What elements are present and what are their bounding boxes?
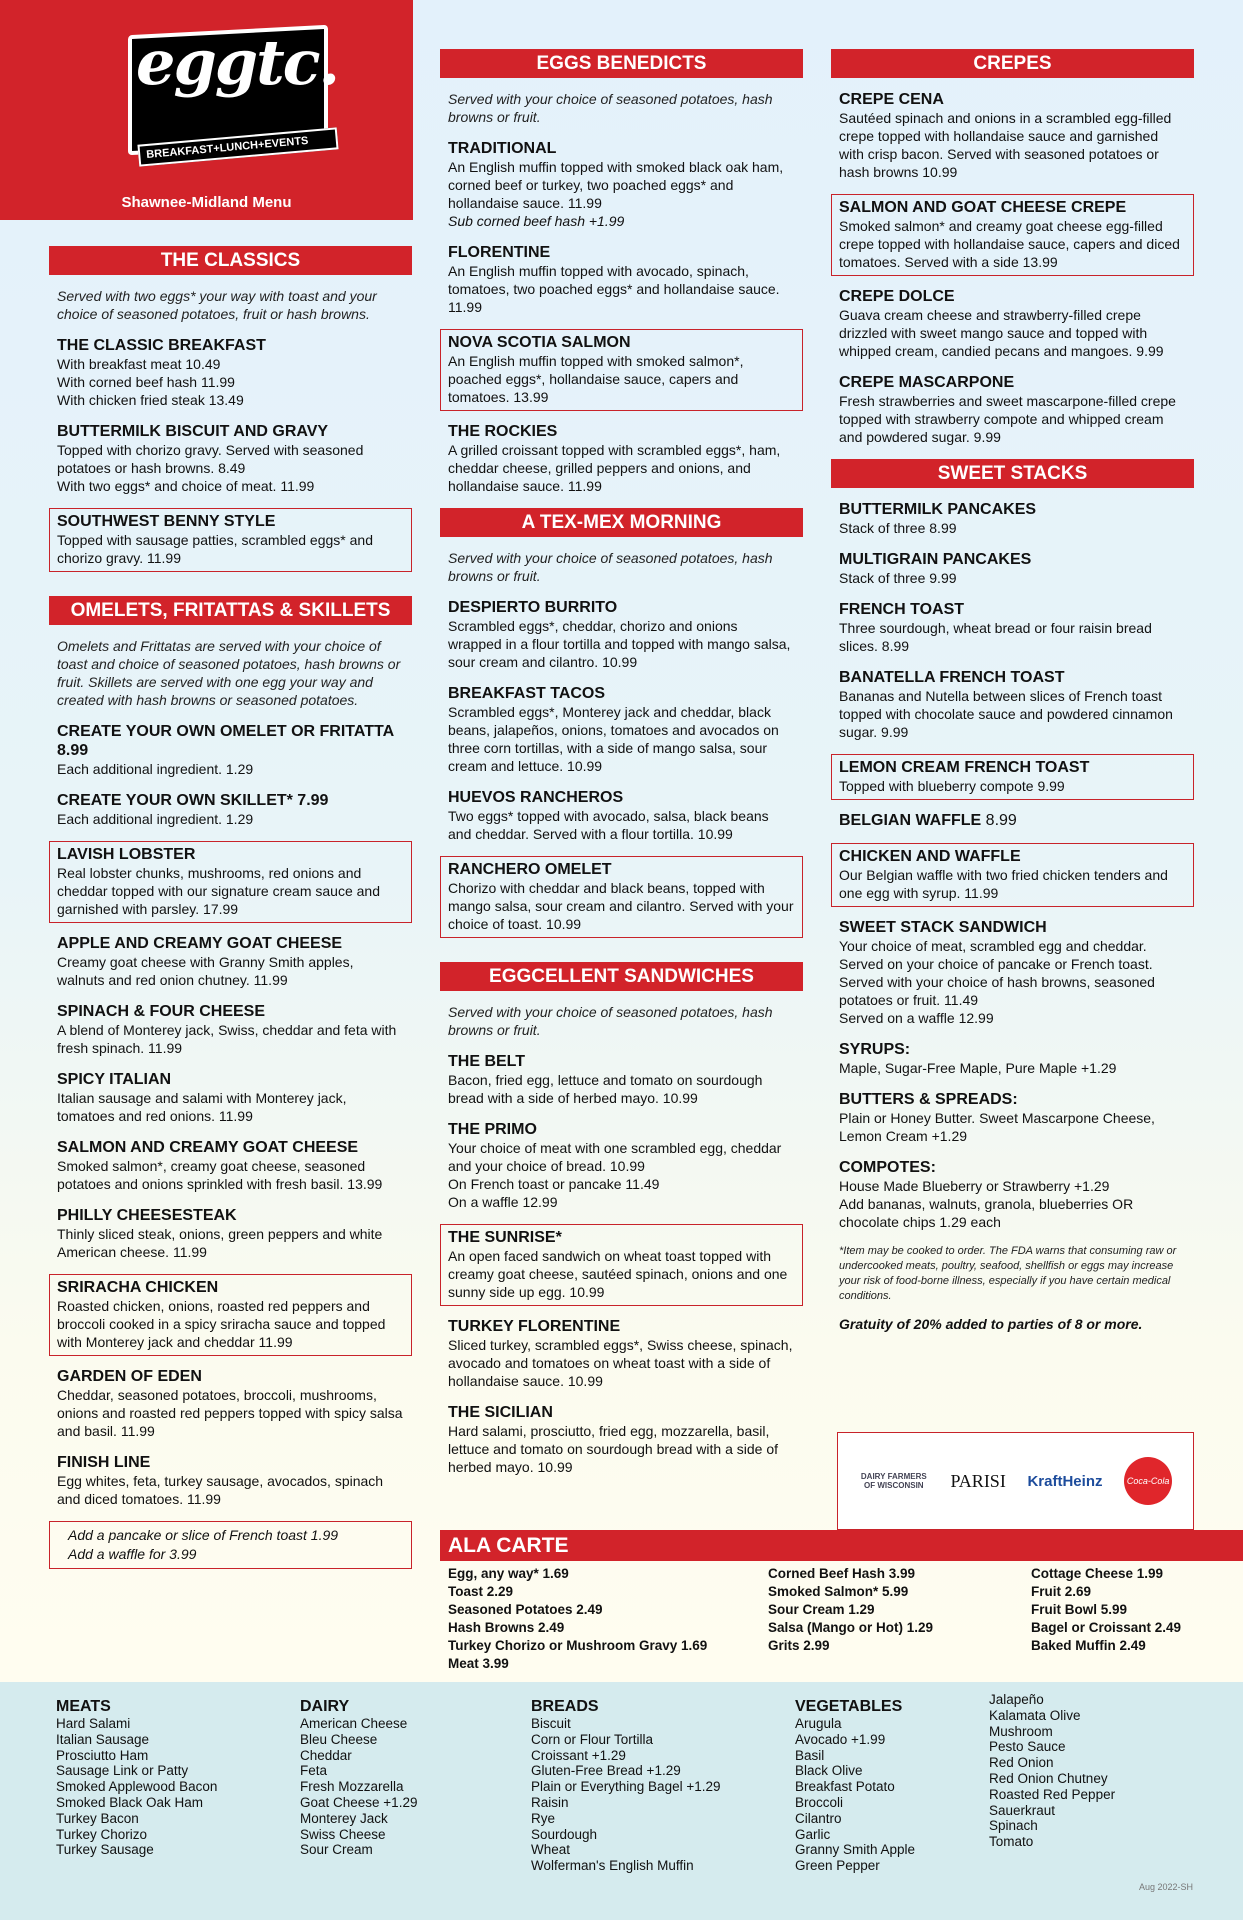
item-description: With chicken fried steak 13.49 [57,392,244,408]
ingredient-item: Turkey Sausage [56,1842,154,1858]
item-description: Sliced turkey, scrambled eggs*, Swiss cheese, spinach, avocado and tomatoes on wheat toast with a side of hollandaise sauce. 10.99 [448,1337,793,1389]
add-on-line: Add a pancake or slice of French toast 1.99 [68,1527,339,1543]
ala-carte-item: Fruit 2.69 [1031,1584,1092,1599]
menu-item [49,1367,412,1440]
item-description: Fresh strawberries and sweet mascarpone-filled crepe topped with strawberry compote and whipped cream and powdered sugar. 9.99 [839,393,1176,445]
item-name [57,722,404,760]
item-description: Served on a waffle 12.99 [839,1010,994,1026]
item-description: With two eggs* and choice of meat. 11.99 [57,478,315,494]
item-name [839,550,1186,569]
item-name-text: SWEET STACK SANDWICH [839,919,1047,936]
item-description: On a waffle 12.99 [448,1194,558,1210]
item-description: Italian sausage and salami with Monterey jack, tomatoes and red onions. 11.99 [57,1090,347,1124]
item-name-text: THE PRIMO [448,1121,537,1138]
item-name [448,860,795,879]
sponsor-logos [837,1432,1194,1530]
item-name [57,1138,404,1157]
ingredient-item: American Cheese [300,1716,408,1731]
item-description: Real lobster chunks, mushrooms, red onions and cheddar topped with our signature cream sauce and garnished with parsley. 17.99 [57,865,380,917]
ingredient-item: Wheat [531,1842,571,1858]
item-name-text: DESPIERTO BURRITO [448,599,618,616]
item-name-text: BANATELLA FRENCH TOAST [839,669,1065,686]
item-name-text: NOVA SCOTIA SALMON [448,334,631,351]
item-name-text: CREPE MASCARPONE [839,374,1015,391]
item-name [57,1002,404,1021]
ingredient-item: Monterey Jack [300,1810,388,1826]
item-description: Each additional ingredient. 1.29 [57,811,254,827]
ingredient-group [795,1698,915,1874]
item-description: Our Belgian waffle with two fried chicken tenders and one egg with syrup. 11.99 [839,867,1168,901]
ala-carte-item: Fruit Bowl 5.99 [1031,1602,1128,1617]
item-name-text: SALMON AND GOAT CHEESE CREPE [839,199,1127,216]
featured-menu-item [440,1224,803,1306]
ingredient-item: Avocado +1.99 [795,1731,886,1747]
ingredient-item: Arugula [795,1716,842,1731]
item-description: An open faced sandwich on wheat toast topped with creamy goat cheese, sautéed spinach, onions and one sunny side up egg. 10.99 [448,1248,788,1300]
item-name [839,847,1186,866]
ingredient-item: Roasted Red Pepper [989,1786,1116,1802]
menu-item [831,373,1194,446]
item-name [448,139,795,158]
ala-carte-header: ALA CARTE [440,1530,1243,1561]
ingredient-group [989,1692,1115,1850]
item-name [57,1070,404,1089]
fda-disclaimer: *Item may be cooked to order. The FDA warns that consuming raw or undercooked meats, poultry, seafood, shellfish or eggs may increase your risk of food-borne illness, especially if you have certain medical conditions. [839,1245,1177,1302]
item-name-text: SYRUPS: [839,1041,911,1058]
ingredient-group-title: VEGETABLES [795,1698,903,1715]
dairy-farmers-logo: DAIRY FARMERS OF WISCONSIN [860,1472,927,1490]
ala-carte-column [448,1565,768,1673]
item-name-text: PHILLY CHEESESTEAK [57,1207,237,1224]
item-name [448,598,795,617]
section-header: OMELETS, FRITATTAS & SKILLETS [49,596,412,625]
ingredient-item: Jalapeño [989,1692,1044,1707]
ala-carte-item: Toast 2.29 [448,1584,514,1599]
item-name [839,373,1186,392]
menu-item [440,684,803,775]
ingredient-group-title: DAIRY [300,1698,350,1715]
ingredient-item: Cilantro [795,1810,842,1826]
item-name [57,512,404,531]
item-name [448,1317,795,1336]
menu-item [831,668,1194,741]
ingredient-item: Sauerkraut [989,1802,1056,1818]
item-name-text: LEMON CREAM FRENCH TOAST [839,759,1090,776]
ingredient-item: Pesto Sauce [989,1739,1066,1755]
brand-header [0,0,413,220]
ingredient-item: Wolferman's English Muffin [531,1858,694,1874]
item-name [448,1120,795,1139]
item-name-text: MULTIGRAIN PANCAKES [839,551,1032,568]
ingredient-item: Breakfast Potato [795,1779,895,1795]
menu-item [440,1120,803,1211]
item-description: Topped with blueberry compote 9.99 [839,778,1065,794]
featured-menu-item [831,843,1194,907]
item-description: Your choice of meat, scrambled egg and cheddar. Served on your choice of pancake or French toast. Served with your choice of hash browns, seasoned potatoes or fruit. 11.49 [839,938,1155,1008]
section-header: CREPES [831,49,1194,78]
ingredient-item: Kalamata Olive [989,1707,1081,1723]
add-on-line: Add a waffle for 3.99 [68,1546,197,1562]
item-description: Stack of three 8.99 [839,520,957,536]
item-description: Thinly sliced steak, onions, green peppers and white American cheese. 11.99 [57,1226,383,1260]
menu-item [831,550,1194,587]
section-note: Served with your choice of seasoned potatoes, hash browns or fruit. [448,1004,773,1038]
ala-carte-item: Salsa (Mango or Hot) 1.29 [768,1620,934,1635]
ingredient-item: Fresh Mozzarella [300,1779,404,1795]
ingredient-item: Bleu Cheese [300,1731,378,1747]
item-description: Roasted chicken, onions, roasted red peppers and broccoli cooked in a spicy sriracha sauce and topped with Monterey jack and cheddar 11.99 [57,1298,386,1350]
ingredient-item: Garlic [795,1826,831,1842]
menu-item [831,600,1194,655]
ingredient-item: Sourdough [531,1826,598,1842]
featured-menu-item [440,329,803,411]
ingredient-item: Corn or Flour Tortilla [531,1731,654,1747]
menu-item [831,287,1194,360]
item-name [57,422,404,441]
ingredient-item: Raisin [531,1794,569,1810]
item-name [839,198,1186,217]
item-description: Smoked salmon* and creamy goat cheese egg-filled crepe topped with hollandaise sauce, capers and diced tomatoes. Served with a side 13.99 [839,218,1180,270]
ingredient-item: Italian Sausage [56,1731,150,1747]
item-name-text: COMPOTES: [839,1159,936,1176]
ingredient-item: Black Olive [795,1763,863,1779]
item-price: 8.99 [981,812,1017,829]
logo-wordmark: eggtc. [136,26,339,99]
item-description: Plain or Honey Butter. Sweet Mascarpone Cheese, Lemon Cream +1.29 [839,1110,1155,1144]
menu-item [49,934,412,989]
ingredient-group-title: BREADS [531,1698,599,1715]
menu-item [831,1040,1194,1077]
item-description: Egg whites, feta, turkey sausage, avocados, spinach and diced tomatoes. 11.99 [57,1473,384,1507]
menu-item [49,336,412,409]
ingredient-item: Spinach [989,1818,1038,1834]
item-name [57,1278,404,1297]
ingredient-group [56,1698,217,1858]
item-name [57,934,404,953]
item-description: Scrambled eggs*, cheddar, chorizo and onions wrapped in a flour tortilla and topped with mango salsa, sour cream and cilantro. 10.99 [448,618,791,670]
ingredient-group-title: MEATS [56,1698,111,1715]
menu-item [831,1158,1194,1231]
section-header: SWEET STACKS [831,459,1194,488]
item-description: A blend of Monterey jack, Swiss, cheddar and feta with fresh spinach. 11.99 [57,1022,397,1056]
ingredient-item: Smoked Black Oak Ham [56,1794,204,1810]
item-name [839,918,1186,937]
item-description: With corned beef hash 11.99 [57,374,235,390]
item-name-text: CREPE CENA [839,91,944,108]
ala-carte-section [440,1530,1243,1677]
item-name-text: FINISH LINE [57,1454,151,1471]
ala-carte-item: Cottage Cheese 1.99 [1031,1566,1164,1581]
item-description: Bananas and Nutella between slices of French toast topped with chocolate sauce and powdered cinnamon sugar. 9.99 [839,688,1173,740]
section-header: THE CLASSICS [49,246,412,275]
ala-carte-item: Sour Cream 1.29 [768,1602,875,1617]
item-option: Sub corned beef hash +1.99 [448,213,625,229]
add-on-box [49,1521,412,1569]
item-name [57,1367,404,1386]
ingredient-item: Cheddar [300,1747,352,1763]
item-name-text: CHICKEN AND WAFFLE [839,848,1021,865]
ingredient-group [300,1698,417,1858]
item-name-text: BUTTERMILK BISCUIT AND GRAVY [57,423,329,440]
ala-carte-item: Meat 3.99 [448,1656,509,1671]
ingredient-item: Tomato [989,1834,1034,1850]
section-note: Served with two eggs* your way with toast and your choice of seasoned potatoes, fruit or hash browns. [57,288,377,322]
menu-item [831,90,1194,181]
ingredient-item: Granny Smith Apple [795,1842,916,1858]
item-name [839,90,1186,109]
item-description: Chorizo with cheddar and black beans, topped with mango salsa, sour cream and cilantro. Served with your choice of toast. 10.99 [448,880,794,932]
menu-item [831,500,1194,537]
item-description: An English muffin topped with avocado, spinach, tomatoes, two poached eggs* and hollandaise sauce. 11.99 [448,263,780,315]
section-note: Omelets and Frittatas are served with your choice of toast and choice of seasoned potatoes, hash browns or fruit. Skillets are served with one egg your way and created with hash browns or seasoned potatoes. [57,638,401,708]
item-description: Bacon, fried egg, lettuce and tomato on sourdough bread with a side of herbed mayo. 10.99 [448,1072,763,1106]
menu-item [49,1453,412,1508]
logo-tagline: BREAKFAST+LUNCH+EVENTS [137,127,338,166]
ingredients-section [0,1682,1243,1920]
item-name-text: THE SICILIAN [448,1404,553,1421]
item-name [839,1158,1186,1177]
item-name-text: FRENCH TOAST [839,601,965,618]
ala-carte-item: Baked Muffin 2.49 [1031,1638,1146,1653]
item-name [839,1090,1186,1109]
item-name-text: BELGIAN WAFFLE [839,812,982,829]
item-name [448,1052,795,1071]
item-name [448,243,795,262]
coca-cola-logo: Coca-Cola [1124,1457,1172,1505]
ingredient-item: Biscuit [531,1716,571,1731]
item-name [448,422,795,441]
menu-item [440,422,803,495]
item-description: Sautéed spinach and onions in a scrambled egg-filled crepe topped with hollandaise sauce and garnished with crisp bacon. Served with seasoned potatoes or hash browns 10.99 [839,110,1172,180]
item-name [839,811,1186,830]
menu-item [49,722,412,778]
menu-version: Aug 2022-SH [1138,1882,1193,1892]
menu-location-title: Shawnee-Midland Menu [121,194,292,211]
item-name [839,287,1186,306]
ingredient-item: Feta [300,1763,328,1779]
menu-item [49,1002,412,1057]
item-name-text: BUTTERS & SPREADS: [839,1091,1018,1108]
ala-carte-item: Hash Browns 2.49 [448,1620,565,1635]
item-description: Each additional ingredient. 1.29 [57,761,254,777]
item-name [448,1403,795,1422]
item-name-text: SOUTHWEST BENNY STYLE [57,513,276,530]
ingredient-item: Hard Salami [56,1716,131,1731]
ala-carte-item: Bagel or Croissant 2.49 [1031,1620,1182,1635]
item-description: An English muffin topped with smoked black oak ham, corned beef or turkey, two poached eggs* and hollandaise sauce. 11.99 [448,159,784,211]
item-name [839,600,1186,619]
item-name [839,758,1186,777]
item-description: A grilled croissant topped with scrambled eggs*, ham, cheddar cheese, grilled peppers and onions, and hollandaise sauce. 11.99 [448,442,781,494]
menu-item [49,791,412,828]
item-name [839,1040,1186,1059]
item-description: Guava cream cheese and strawberry-filled crepe drizzled with sweet mango sauce and topped with whipped cream, candied pecans and mangoes. 9.99 [839,307,1164,359]
item-name-text: SPINACH & FOUR CHEESE [57,1003,266,1020]
item-name-text: TURKEY FLORENTINE [448,1318,621,1335]
item-description: On French toast or pancake 11.49 [448,1176,660,1192]
item-name-text: CREATE YOUR OWN OMELET OR FRITATTA 8.99 [57,723,394,759]
ala-carte-item: Grits 2.99 [768,1638,830,1653]
item-description: Your choice of meat with one scrambled egg, cheddar and your choice of bread. 10.99 [448,1140,782,1174]
eggtc-logo [128,26,339,170]
item-name-text: THE ROCKIES [448,423,558,440]
item-description: Creamy goat cheese with Granny Smith apples, walnuts and red onion chutney. 11.99 [57,954,354,988]
ingredient-item: Gluten-Free Bread +1.29 [531,1763,681,1779]
ingredient-item: Basil [795,1747,825,1763]
ala-carte-item: Smoked Salmon* 5.99 [768,1584,909,1599]
item-description: Topped with chorizo gravy. Served with seasoned potatoes or hash browns. 8.49 [57,442,364,476]
menu-item [440,1052,803,1107]
ala-carte-column [768,1565,1031,1673]
item-description: Smoked salmon*, creamy goat cheese, seasoned potatoes and onions sprinkled with fresh basil. 13.99 [57,1158,383,1192]
item-description: Maple, Sugar-Free Maple, Pure Maple +1.29 [839,1060,1117,1076]
menu-column-middle [440,49,803,1489]
item-description: Three sourdough, wheat bread or four raisin bread slices. 8.99 [839,620,1152,654]
ala-carte-item: Egg, any way* 1.69 [448,1566,569,1581]
ingredient-item: Green Pepper [795,1858,880,1874]
menu-item [440,243,803,316]
menu-item [49,1138,412,1193]
section-header: A TEX-MEX MORNING [440,508,803,537]
ingredient-item: Prosciutto Ham [56,1747,149,1763]
ingredient-item: Rye [531,1810,556,1826]
item-name [57,1206,404,1225]
ingredient-item: Goat Cheese +1.29 [300,1794,418,1810]
item-name-text: APPLE AND CREAMY GOAT CHEESE [57,935,343,952]
item-name [448,788,795,807]
item-name-text: LAVISH LOBSTER [57,846,196,863]
section-header: EGGS BENEDICTS [440,49,803,78]
featured-menu-item [49,1274,412,1356]
item-name [57,336,404,355]
gratuity-note: Gratuity of 20% added to parties of 8 or more. [839,1316,1143,1332]
item-name-text: SALMON AND CREAMY GOAT CHEESE [57,1139,359,1156]
item-name-text: SPICY ITALIAN [57,1071,172,1088]
kraftheinz-logo: KraftHeinz [1027,1472,1103,1490]
section-note: Served with your choice of seasoned potatoes, hash browns or fruit. [448,550,773,584]
ala-carte-item: Seasoned Potatoes 2.49 [448,1602,603,1617]
item-description: Cheddar, seasoned potatoes, broccoli, mushrooms, onions and roasted red peppers topped with spicy salsa and basil. 11.99 [57,1387,403,1439]
menu-item [831,1090,1194,1145]
menu-item [831,918,1194,1027]
item-name-text: HUEVOS RANCHEROS [448,789,624,806]
item-name-text: THE CLASSIC BREAKFAST [57,337,266,354]
section-header: EGGCELLENT SANDWICHES [440,962,803,991]
menu-item [49,1070,412,1125]
item-name [839,500,1186,519]
ingredient-group [531,1698,721,1874]
item-description: With breakfast meat 10.49 [57,356,221,372]
item-name-text: RANCHERO OMELET [448,861,612,878]
ala-carte-item: Turkey Chorizo or Mushroom Gravy 1.69 [448,1638,708,1653]
ingredient-item: Croissant +1.29 [531,1747,626,1763]
item-name-text: THE SUNRISE* [448,1229,562,1246]
ingredient-item: Sour Cream [300,1842,373,1858]
item-name-text: FLORENTINE [448,244,551,261]
item-name [57,845,404,864]
menu-item [49,422,412,495]
ingredient-item: Turkey Bacon [56,1810,139,1826]
menu-item [440,788,803,843]
item-name-text: TRADITIONAL [448,140,557,157]
item-name [57,791,404,810]
item-name-text: THE BELT [448,1053,526,1070]
item-description: Scrambled eggs*, Monterey jack and cheddar, black beans, jalapeños, onions, tomatoes and avocados on three corn tortillas, with a side of mango salsa, sour cream and lettuce. 10.99 [448,704,779,774]
ingredient-item: Red Onion Chutney [989,1770,1108,1786]
item-name-text: GARDEN OF EDEN [57,1368,202,1385]
ingredient-item: Turkey Chorizo [56,1826,148,1842]
section-note: Served with your choice of seasoned potatoes, hash browns or fruit. [448,91,773,125]
menu-item [440,598,803,671]
featured-menu-item [49,841,412,923]
item-name-text: CREATE YOUR OWN SKILLET* 7.99 [57,792,329,809]
item-name [448,1228,795,1247]
item-description: Two eggs* topped with avocado, salsa, black beans and cheddar. Served with a flour tortilla. 10.99 [448,808,769,842]
featured-menu-item [440,856,803,938]
item-description: Add bananas, walnuts, granola, blueberries OR chocolate chips 1.29 each [839,1196,1134,1230]
menu-column-left [49,246,412,1569]
featured-menu-item [831,194,1194,276]
item-name [57,1453,404,1472]
ingredient-item: Mushroom [989,1723,1053,1739]
menu-item [831,811,1194,830]
ingredient-item: Swiss Cheese [300,1826,386,1842]
item-name-text: BREAKFAST TACOS [448,685,606,702]
featured-menu-item [831,754,1194,800]
ingredient-item: Smoked Applewood Bacon [56,1779,218,1795]
ingredient-item: Red Onion [989,1755,1054,1771]
item-description: House Made Blueberry or Strawberry +1.29 [839,1178,1110,1194]
item-description: An English muffin topped with smoked salmon*, poached eggs*, hollandaise sauce, capers and tomatoes. 13.99 [448,353,744,405]
ala-carte-column [1031,1565,1231,1673]
ala-carte-item: Corned Beef Hash 3.99 [768,1566,916,1581]
item-name-text: SRIRACHA CHICKEN [57,1279,219,1296]
menu-item [440,1403,803,1476]
menu-column-right [831,49,1194,1332]
ingredient-item: Sausage Link or Patty [56,1763,189,1779]
item-name-text: CREPE DOLCE [839,288,955,305]
featured-menu-item [49,508,412,572]
menu-item [49,1206,412,1261]
ingredient-item: Broccoli [795,1794,844,1810]
item-name [448,684,795,703]
menu-item [440,139,803,230]
item-name [448,333,795,352]
menu-item [440,1317,803,1390]
parisi-logo: PARISI [950,1470,1006,1491]
ingredient-item: Plain or Everything Bagel +1.29 [531,1779,721,1795]
item-name-text: BUTTERMILK PANCAKES [839,501,1037,518]
item-description: Topped with sausage patties, scrambled eggs* and chorizo gravy. 11.99 [57,532,373,566]
item-description: Stack of three 9.99 [839,570,957,586]
item-description: Hard salami, prosciutto, fried egg, mozzarella, basil, lettuce and tomato on sourdough bread with a side of herbed mayo. 10.99 [448,1423,778,1475]
item-name [839,668,1186,687]
